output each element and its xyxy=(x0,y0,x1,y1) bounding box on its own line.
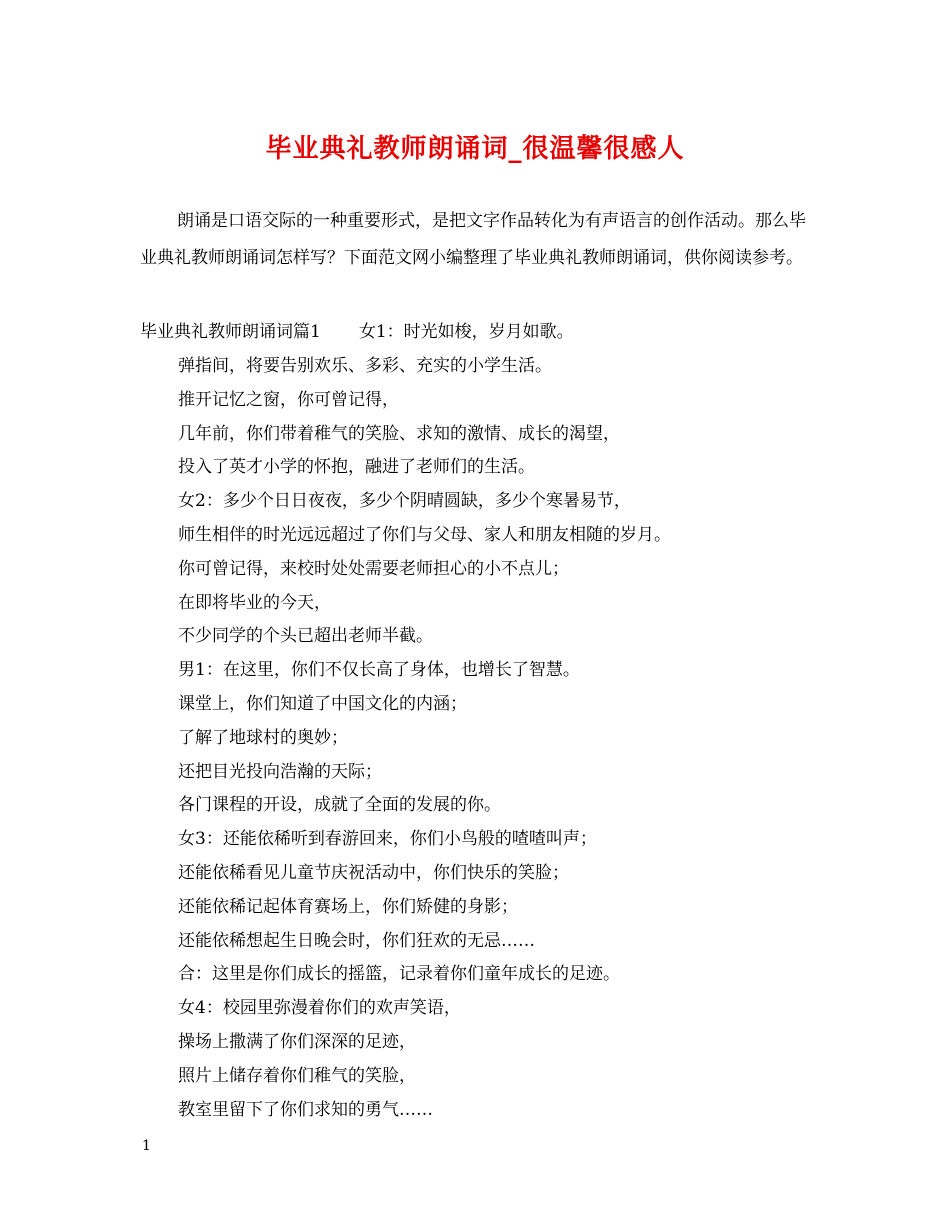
poem-line: 还能依稀想起生日晚会时，你们狂欢的无忌…… xyxy=(178,931,535,951)
poem-line: 女1：时光如梭，岁月如歌。 xyxy=(358,322,574,342)
intro-paragraph xyxy=(140,203,820,277)
page-number: 1 xyxy=(142,1138,151,1154)
poem-line: 男1：在这里，你们不仅长高了身体，也增长了智慧。 xyxy=(178,660,580,680)
poem-line: 照片上储存着你们稚气的笑脸， xyxy=(178,1066,416,1086)
poem-line: 在即将毕业的今天， xyxy=(178,593,331,613)
document-title: 毕业典礼教师朗诵词_很温馨很感人 xyxy=(265,134,685,164)
poem-line: 推开记忆之窗，你可曾记得， xyxy=(178,390,399,410)
poem-line: 了解了地球村的奥妙； xyxy=(178,728,348,748)
poem-line: 投入了英才小学的怀抱，融进了老师们的生活。 xyxy=(178,457,535,477)
poem-line: 还能依稀记起体育赛场上，你们矫健的身影； xyxy=(178,897,518,917)
poem-line: 还能依稀看见儿童节庆祝活动中，你们快乐的笑脸； xyxy=(178,863,569,883)
poem-line: 女4：校园里弥漫着你们的欢声笑语， xyxy=(178,998,461,1018)
poem-line: 合：这里是你们成长的摇篮，记录着你们童年成长的足迹。 xyxy=(178,964,620,984)
poem-line: 女2：多少个日日夜夜，多少个阴晴圆缺，多少个寒暑易节， xyxy=(178,491,631,511)
poem-line: 课堂上，你们知道了中国文化的内涵； xyxy=(178,694,467,714)
poem-line: 你可曾记得，来校时处处需要老师担心的小不点儿； xyxy=(178,559,569,579)
poem-line: 女3：还能依稀听到春游回来，你们小鸟般的喳喳叫声； xyxy=(178,829,597,849)
poem-line: 操场上撒满了你们深深的足迹， xyxy=(178,1032,416,1052)
poem-line: 不少同学的个头已超出老师半截。 xyxy=(178,626,433,646)
poem-line: 师生相伴的时光远远超过了你们与父母、家人和朋友相随的岁月。 xyxy=(178,525,671,545)
poem-line: 教室里留下了你们求知的勇气…… xyxy=(178,1100,433,1120)
poem-line: 还把目光投向浩瀚的天际； xyxy=(178,762,382,782)
intro-text: 朗诵是口语交际的一种重要形式，是把文字作品转化为有声语言的创作活动。那么毕业典礼教师朗诵词怎样写？下面范文网小编整理了毕业典礼教师朗诵词，供你阅读参考。 xyxy=(140,211,806,268)
poem-line: 各门课程的开设，成就了全面的发展的你。 xyxy=(178,795,501,815)
poem-line: 几年前，你们带着稚气的笑脸、求知的激情、成长的渴望， xyxy=(178,424,620,444)
section-label: 毕业典礼教师朗诵词篇1 xyxy=(140,322,321,342)
poem-line: 弹指间，将要告别欢乐、多彩、充实的小学生活。 xyxy=(178,356,552,376)
section-heading-line xyxy=(140,317,574,342)
